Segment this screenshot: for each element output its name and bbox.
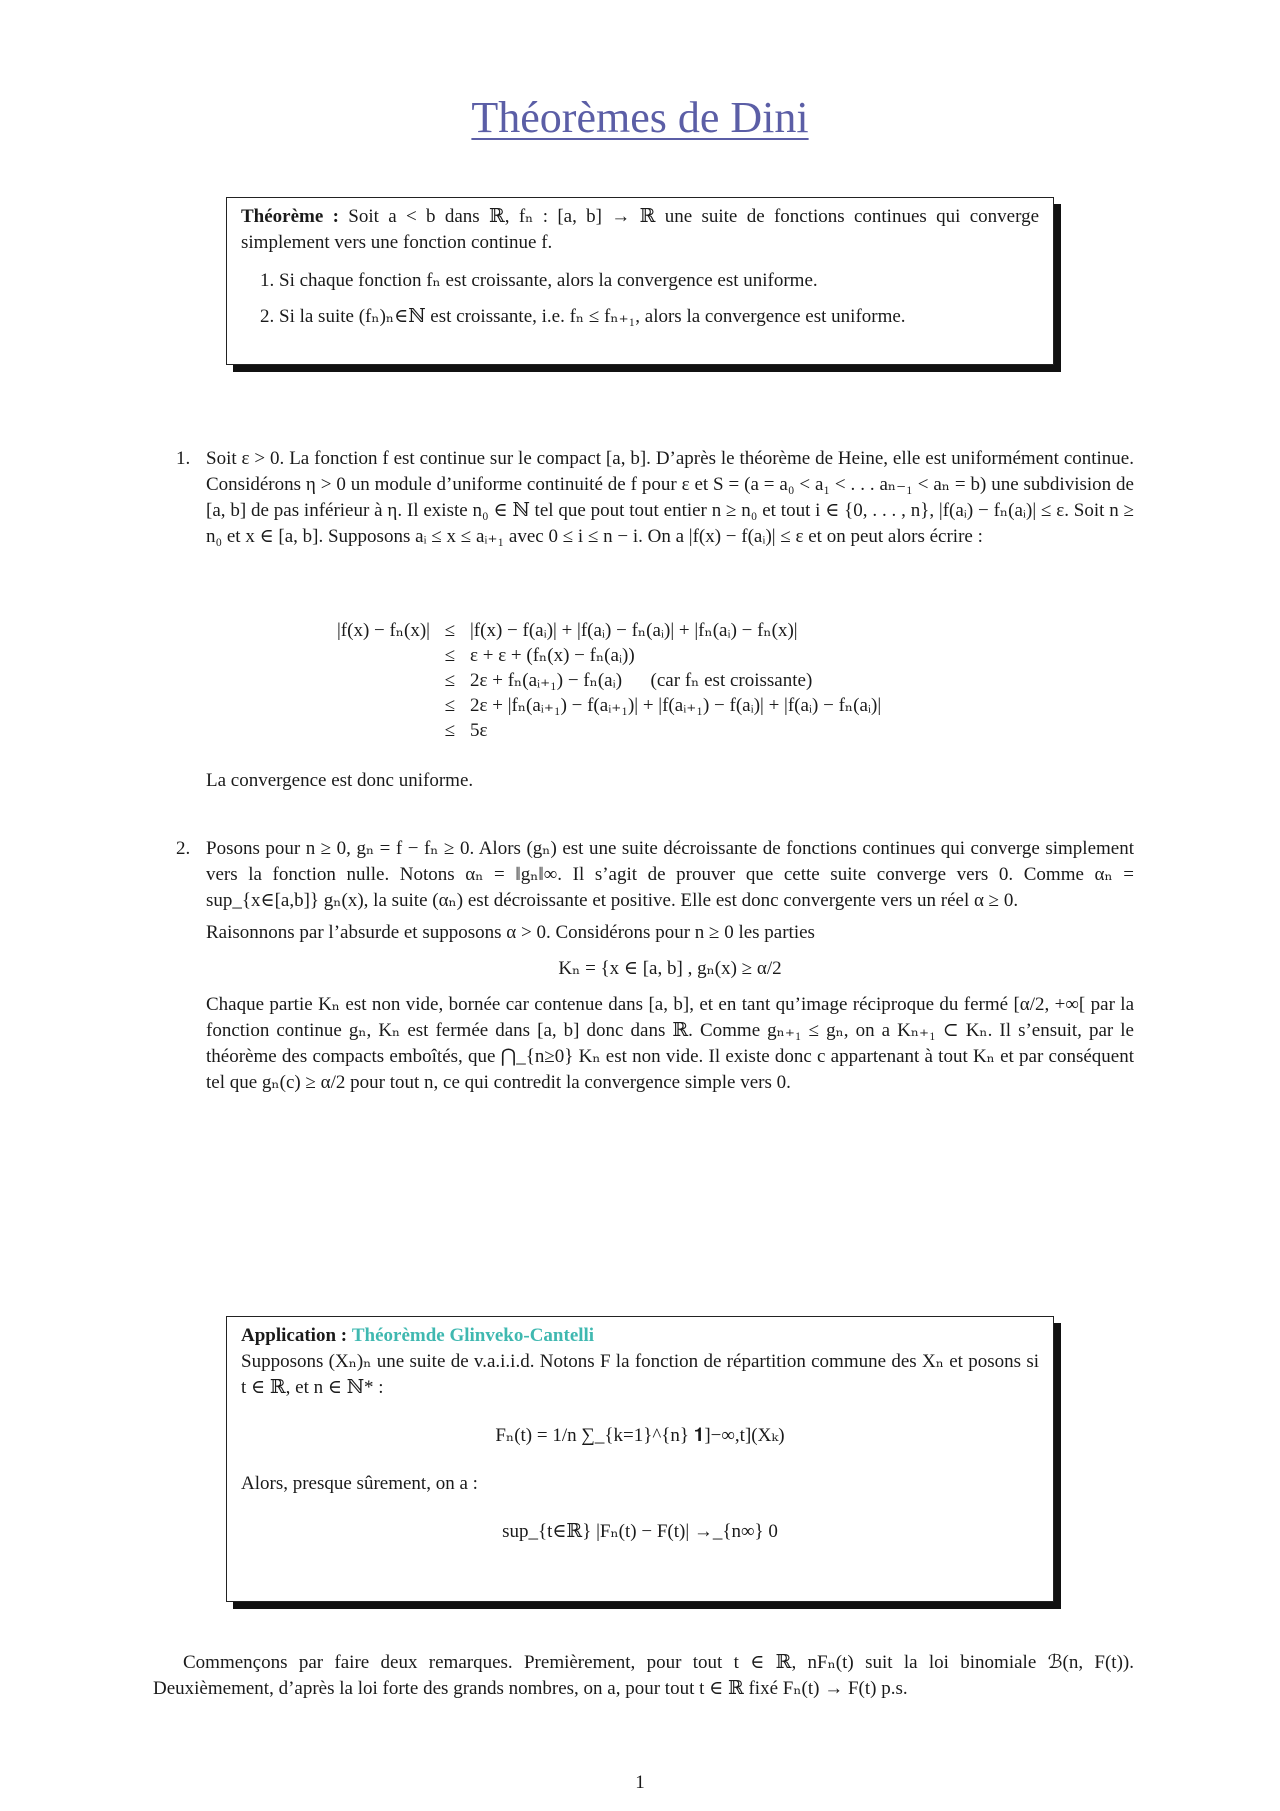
application-heading bbox=[241, 1323, 1039, 1349]
theorem-label: Théorème : bbox=[241, 206, 339, 227]
proof-1-text: Soit ε > 0. La fonction f est continue sur le compact [a, b]. D’après le théorème de Heine, elle est uniformément continue. Considérons η > 0 un module d’uniforme continuité de f pour ε et S = (a = a₀ < a₁ < . . . aₙ₋₁ < aₙ = b) une subdivision de [a, b] de pas inférieur à η. Il existe n₀ ∈ ℕ tel que pout tout entier n ≥ n₀ et tout i ∈ {0, . . . , n}, |f(aᵢ) − fₙ(aᵢ)| ≤ ε. Soit n ≥ n₀ et x ∈ [a, b]. Supposons aᵢ ≤ x ≤ aᵢ₊₁ avec 0 ≤ i ≤ n − i. On a |f(x) − f(aᵢ)| ≤ ε et on peut alors écrire : bbox=[206, 448, 1135, 547]
proof-1-inequality bbox=[280, 618, 881, 743]
inequality-lhs: |f(x) − fₙ(x)| bbox=[336, 620, 430, 641]
page-title bbox=[0, 92, 1280, 143]
theorem-item-2: 2. Si la suite (fₙ)ₙ∈ℕ est croissante, i.e. fₙ ≤ fₙ₊₁, alors la convergence est uniforme. bbox=[279, 304, 1039, 330]
proof-part-2 bbox=[176, 836, 1134, 1096]
inequality-row bbox=[280, 693, 881, 718]
proof-1-conclusion: La convergence est donc uniforme. bbox=[206, 770, 474, 791]
inequality-op: ≤ bbox=[444, 720, 456, 741]
application-box bbox=[226, 1316, 1054, 1602]
proof-part-1 bbox=[176, 446, 1134, 550]
inequality-row bbox=[280, 643, 881, 668]
theorem-list bbox=[241, 268, 1039, 330]
inequality-row bbox=[280, 668, 881, 693]
application-name: Théorèmde Glinveko-Cantelli bbox=[351, 1325, 595, 1346]
proof-2-text-1: Posons pour n ≥ 0, gₙ = f − fₙ ≥ 0. Alors (gₙ) est une suite décroissante de fonctions continues qui converge simplement vers la fonction nulle. Notons αₙ = ‖gₙ‖∞. Il s’agit de prouver que cette suite converge vers 0. Comme αₙ = sup_{x∈[a,b]} gₙ(x), la suite (αₙ) est décroissante et positive. Elle est donc convergente vers un réel α ≥ 0. bbox=[206, 838, 1134, 911]
application-text-2: Alors, presque sûrement, on a : bbox=[241, 1473, 478, 1494]
inequality-rhs: 2ε + fₙ(aᵢ₊₁) − fₙ(aᵢ) (car fₙ est croissante) bbox=[470, 670, 813, 691]
inequality-rhs: 5ε bbox=[470, 720, 488, 741]
inequality-op: ≤ bbox=[444, 695, 456, 716]
inequality-op: ≤ bbox=[444, 645, 456, 666]
page-title-text: Théorèmes de Dini bbox=[471, 93, 809, 142]
theorem-intro-text: Soit a < b dans ℝ, fₙ : [a, b] → ℝ une suite de fonctions continues qui converge simplement vers une fonction continue f. bbox=[241, 206, 1039, 253]
page-number: 1 bbox=[635, 1772, 645, 1793]
inequality-row bbox=[280, 618, 881, 643]
application-formula-1: Fₙ(t) = 1/n ∑_{k=1}^{n} 𝟏]−∞,t](Xₖ) bbox=[495, 1425, 785, 1446]
proof-1-number: 1. bbox=[176, 448, 191, 469]
application-text-1: Supposons (Xₙ)ₙ une suite de v.a.i.i.d. Notons F la fonction de répartition commune des Xₙ et posons si t ∈ ℝ, et n ∈ ℕ* : bbox=[241, 1351, 1039, 1398]
theorem-box bbox=[226, 197, 1054, 365]
inequality-rhs: |f(x) − f(aᵢ)| + |f(aᵢ) − fₙ(aᵢ)| + |fₙ(aᵢ) − fₙ(x)| bbox=[470, 620, 798, 641]
remarks-paragraph: Commençons par faire deux remarques. Premièrement, pour tout t ∈ ℝ, nFₙ(t) suit la loi binomiale ℬ(n, F(t)). Deuxièmement, d’après la loi forte des grands nombres, on a, pour tout t ∈ ℝ fixé Fₙ(t) → F(t) p.s. bbox=[153, 1652, 1134, 1699]
application-formula-2: sup_{t∈ℝ} |Fₙ(t) − F(t)| →_{n∞} 0 bbox=[502, 1521, 778, 1542]
inequality-op: ≤ bbox=[444, 620, 456, 641]
inequality-op: ≤ bbox=[444, 670, 456, 691]
theorem-intro bbox=[241, 204, 1039, 256]
proof-2-text-3: Chaque partie Kₙ est non vide, bornée car contenue dans [a, b], et en tant qu’image réciproque du fermé [α/2, +∞[ par la fonction continue gₙ, Kₙ est fermée dans [a, b] donc dans ℝ. Comme gₙ₊₁ ≤ gₙ, on a Kₙ₊₁ ⊂ Kₙ. Il s’ensuit, par le théorème des compacts emboîtés, que ⋂_{n≥0} Kₙ est non vide. Il existe donc c appartenant à tout Kₙ et par conséquent tel que gₙ(c) ≥ α/2 pour tout n, ce qui contredit la convergence simple vers 0. bbox=[206, 994, 1134, 1093]
inequality-row bbox=[280, 718, 881, 743]
proof-1-conclusion-block bbox=[176, 768, 1134, 794]
inequality-rhs: ε + ε + (fₙ(x) − fₙ(aᵢ)) bbox=[470, 645, 635, 666]
proof-2-text-2: Raisonnons par l’absurde et supposons α > 0. Considérons pour n ≥ 0 les parties bbox=[206, 922, 815, 943]
application-label: Application : bbox=[241, 1325, 348, 1346]
proof-2-number: 2. bbox=[176, 838, 191, 859]
inequality-rhs: 2ε + |fₙ(aᵢ₊₁) − f(aᵢ₊₁)| + |f(aᵢ₊₁) − f(aᵢ)| + |f(aᵢ) − fₙ(aᵢ)| bbox=[470, 695, 882, 716]
theorem-item-1: 1. Si chaque fonction fₙ est croissante, alors la convergence est uniforme. bbox=[279, 268, 1039, 294]
proof-2-formula: Kₙ = {x ∈ [a, b] , gₙ(x) ≥ α/2 bbox=[558, 958, 782, 979]
